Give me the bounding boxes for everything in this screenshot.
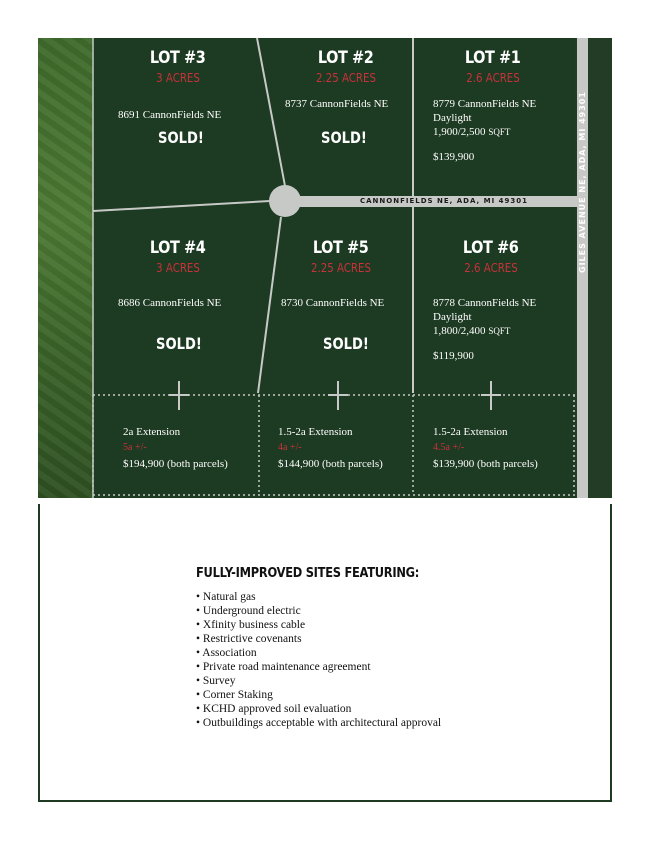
- lot-3-address: 8691 CannonFields NE: [118, 109, 222, 121]
- cul-de-sac: [269, 185, 301, 217]
- list-item: • Private road maintenance agreement: [196, 660, 441, 674]
- street-label: CANNONFIELDS NE, ADA, MI 49301: [360, 197, 528, 205]
- features-panel: [38, 504, 612, 802]
- features-heading: FULLY-IMPROVED SITES FEATURING:: [196, 566, 420, 581]
- list-item: • Underground electric: [196, 604, 441, 618]
- lot-1-heading: LOT #1 2.6 ACRES: [465, 48, 521, 85]
- list-item: • Natural gas: [196, 590, 441, 604]
- list-item: • KCHD approved soil evaluation: [196, 702, 441, 716]
- lot-4-address: 8686 CannonFields NE: [118, 297, 222, 309]
- lot-5-address: 8730 CannonFields NE: [281, 297, 385, 309]
- extension-2: 1.5-2a Extension 4a +/- $144,900 (both parcels): [278, 426, 383, 470]
- lot-6-heading: LOT #6 2.6 ACRES: [463, 238, 519, 275]
- lot-2-status: SOLD!: [321, 128, 367, 147]
- lot-2-address: 8737 CannonFields NE: [285, 98, 389, 110]
- list-item: • Outbuildings acceptable with architectural approval: [196, 716, 441, 730]
- extension-3: 1.5-2a Extension 4.5a +/- $139,900 (both parcels): [433, 426, 538, 470]
- list-item: • Restrictive covenants: [196, 632, 441, 646]
- lot-4-status: SOLD!: [156, 334, 202, 353]
- lot-6-details: 8778 CannonFields NE Daylight 1,800/2,400 SQFT $119,900: [433, 297, 537, 362]
- lot-5-heading: LOT #5 2.25 ACRES: [311, 238, 371, 275]
- lot-4-heading: LOT #4 3 ACRES: [150, 238, 206, 275]
- list-item: • Survey: [196, 674, 441, 688]
- lot-3-heading: LOT #3 3 ACRES: [150, 48, 206, 85]
- features-list: [196, 590, 441, 730]
- extension-1: 2a Extension 5a +/- $194,900 (both parcels): [123, 426, 228, 470]
- avenue-label: GILES AVENUE NE, ADA, MI 49301: [578, 91, 587, 273]
- lot-5-status: SOLD!: [323, 334, 369, 353]
- lot-3-status: SOLD!: [158, 128, 204, 147]
- lot-1-details: 8779 CannonFields NE Daylight 1,900/2,500 SQFT $139,900: [433, 98, 537, 163]
- list-item: • Association: [196, 646, 441, 660]
- list-item: • Corner Staking: [196, 688, 441, 702]
- list-item: • Xfinity business cable: [196, 618, 441, 632]
- site-plan-map: [38, 38, 612, 498]
- lot-2-heading: LOT #2 2.25 ACRES: [316, 48, 376, 85]
